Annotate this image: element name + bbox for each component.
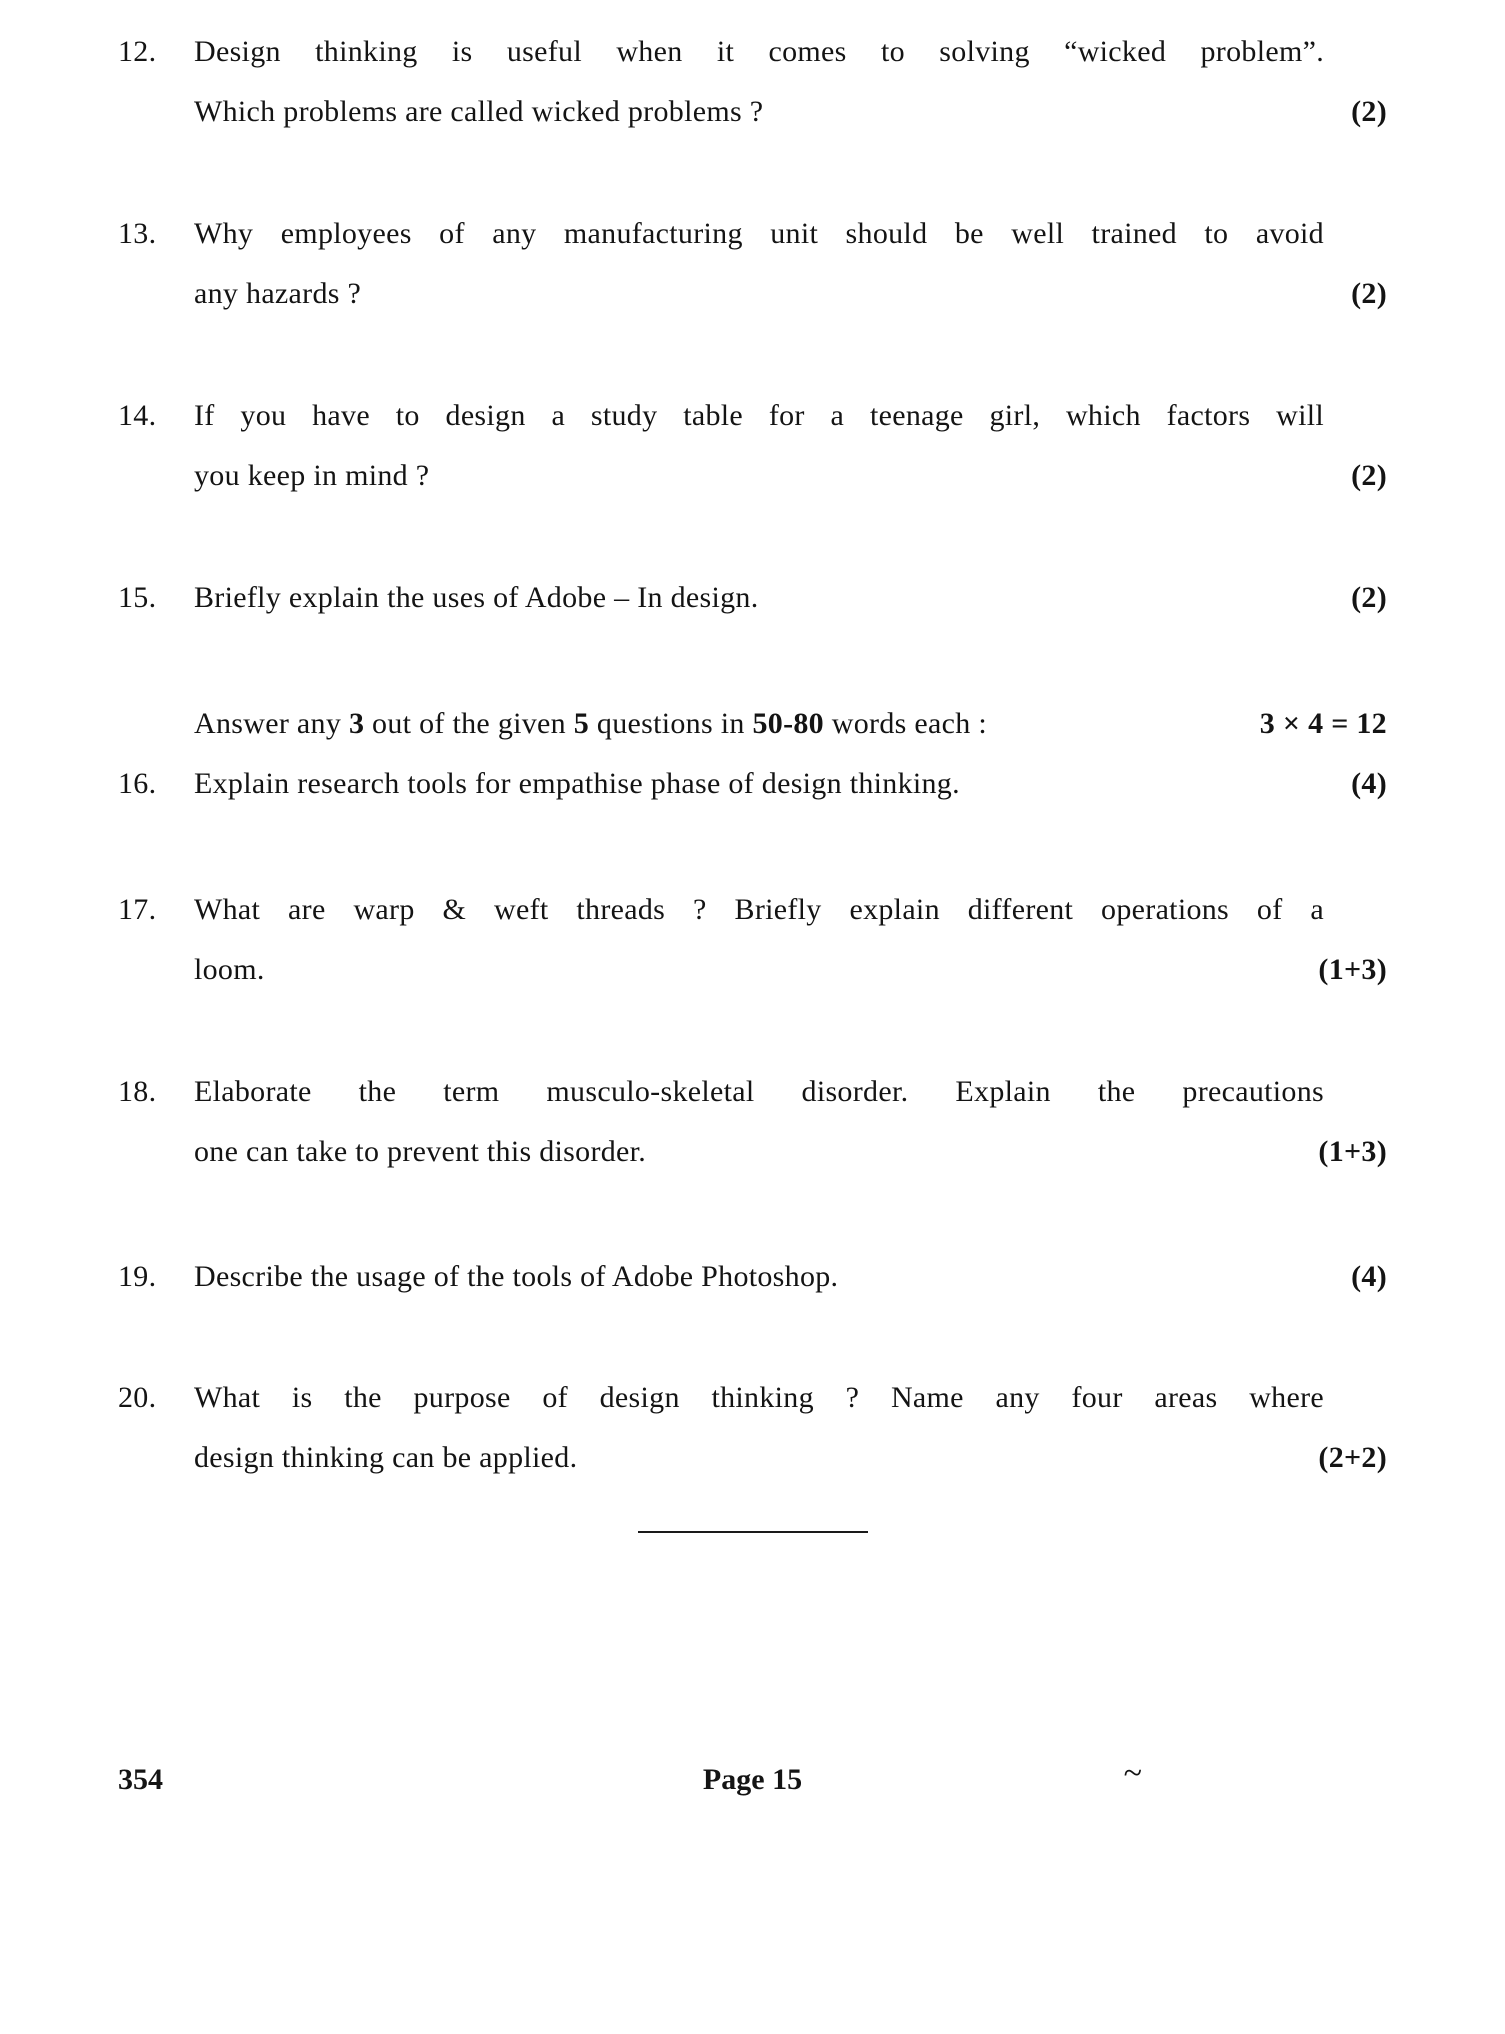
question-number: 20. — [118, 1381, 157, 1414]
question-number: 13. — [118, 217, 157, 250]
question-line: Elaborate the term musculo-skeletal disorder. Explain the precautions — [194, 1075, 1324, 1108]
question-text — [194, 386, 1324, 506]
section-marks-total: 3 × 4 = 12 — [1259, 707, 1387, 740]
question-marks: (4) — [1351, 1260, 1387, 1293]
question-marks: (4) — [1351, 767, 1387, 800]
instruction-bold-segment: 50-80 — [752, 707, 824, 740]
question-number: 17. — [118, 893, 157, 926]
instruction-bold-segment: 5 — [573, 707, 590, 740]
question-marks: (2) — [1351, 95, 1387, 128]
section-instruction-text — [194, 707, 987, 740]
question-line: Explain research tools for empathise phase of design thinking. — [194, 767, 960, 800]
question-number: 16. — [118, 767, 157, 800]
question-number: 12. — [118, 35, 157, 68]
question-row — [118, 1368, 1387, 1488]
questions-group-first — [118, 22, 1387, 628]
question-marks: (1+3) — [1318, 1135, 1387, 1168]
question-row — [118, 204, 1387, 324]
question-text — [194, 22, 1324, 142]
instruction-segment: out of the given — [364, 707, 574, 740]
question-line: Why employees of any manufacturing unit should be well trained to avoid — [194, 217, 1324, 250]
question-number: 14. — [118, 399, 157, 432]
question-line: you keep in mind ? — [194, 459, 430, 492]
question-marks: (2) — [1351, 459, 1387, 492]
question-text — [194, 880, 1324, 1000]
footer-page-number: Page 15 — [702, 1763, 803, 1796]
question-line: design thinking can be applied. — [194, 1441, 578, 1474]
question-row — [118, 568, 1387, 628]
instruction-segment: words each : — [823, 707, 987, 740]
question-text — [194, 1247, 1324, 1307]
question-line: Describe the usage of the tools of Adobe Photoshop. — [194, 1260, 839, 1293]
question-line: What is the purpose of design thinking ? Name any four areas where — [194, 1381, 1324, 1414]
question-row — [118, 22, 1387, 142]
question-row — [118, 880, 1387, 1000]
question-text — [194, 204, 1324, 324]
instruction-segment: Answer any — [194, 707, 349, 740]
question-text — [194, 1062, 1324, 1182]
question-number: 15. — [118, 581, 157, 614]
end-divider-line — [638, 1531, 868, 1533]
question-row — [118, 386, 1387, 506]
question-line: loom. — [194, 953, 265, 986]
instruction-bold-segment: 3 — [348, 707, 365, 740]
question-text — [194, 1368, 1324, 1488]
page-content — [118, 22, 1387, 1533]
questions-group-second — [118, 754, 1387, 1488]
question-row — [118, 1247, 1387, 1307]
question-line: Briefly explain the uses of Adobe – In design. — [194, 581, 759, 614]
question-row — [118, 754, 1387, 814]
question-line: If you have to design a study table for a teenage girl, which factors will — [194, 399, 1324, 432]
question-line: any hazards ? — [194, 277, 362, 310]
question-text — [194, 754, 1324, 814]
question-row — [118, 1062, 1387, 1182]
instruction-segment: questions in — [589, 707, 753, 740]
question-marks: (1+3) — [1318, 953, 1387, 986]
question-line: Which problems are called wicked problems ? — [194, 95, 764, 128]
question-marks: (2) — [1351, 581, 1387, 614]
question-line: one can take to prevent this disorder. — [194, 1135, 647, 1168]
question-number: 19. — [118, 1260, 157, 1293]
section-instruction — [194, 694, 1387, 754]
question-marks: (2+2) — [1318, 1441, 1387, 1474]
page-footer — [118, 1750, 1387, 1810]
question-line: Design thinking is useful when it comes to solving “wicked problem”. — [194, 35, 1324, 68]
footer-paper-code: 354 — [118, 1763, 163, 1796]
question-line: What are warp & weft threads ? Briefly explain different operations of a — [194, 893, 1324, 926]
footer-tilde-mark: ~ — [1123, 1755, 1142, 1792]
question-marks: (2) — [1351, 277, 1387, 310]
question-number: 18. — [118, 1075, 157, 1108]
question-text — [194, 568, 1324, 628]
